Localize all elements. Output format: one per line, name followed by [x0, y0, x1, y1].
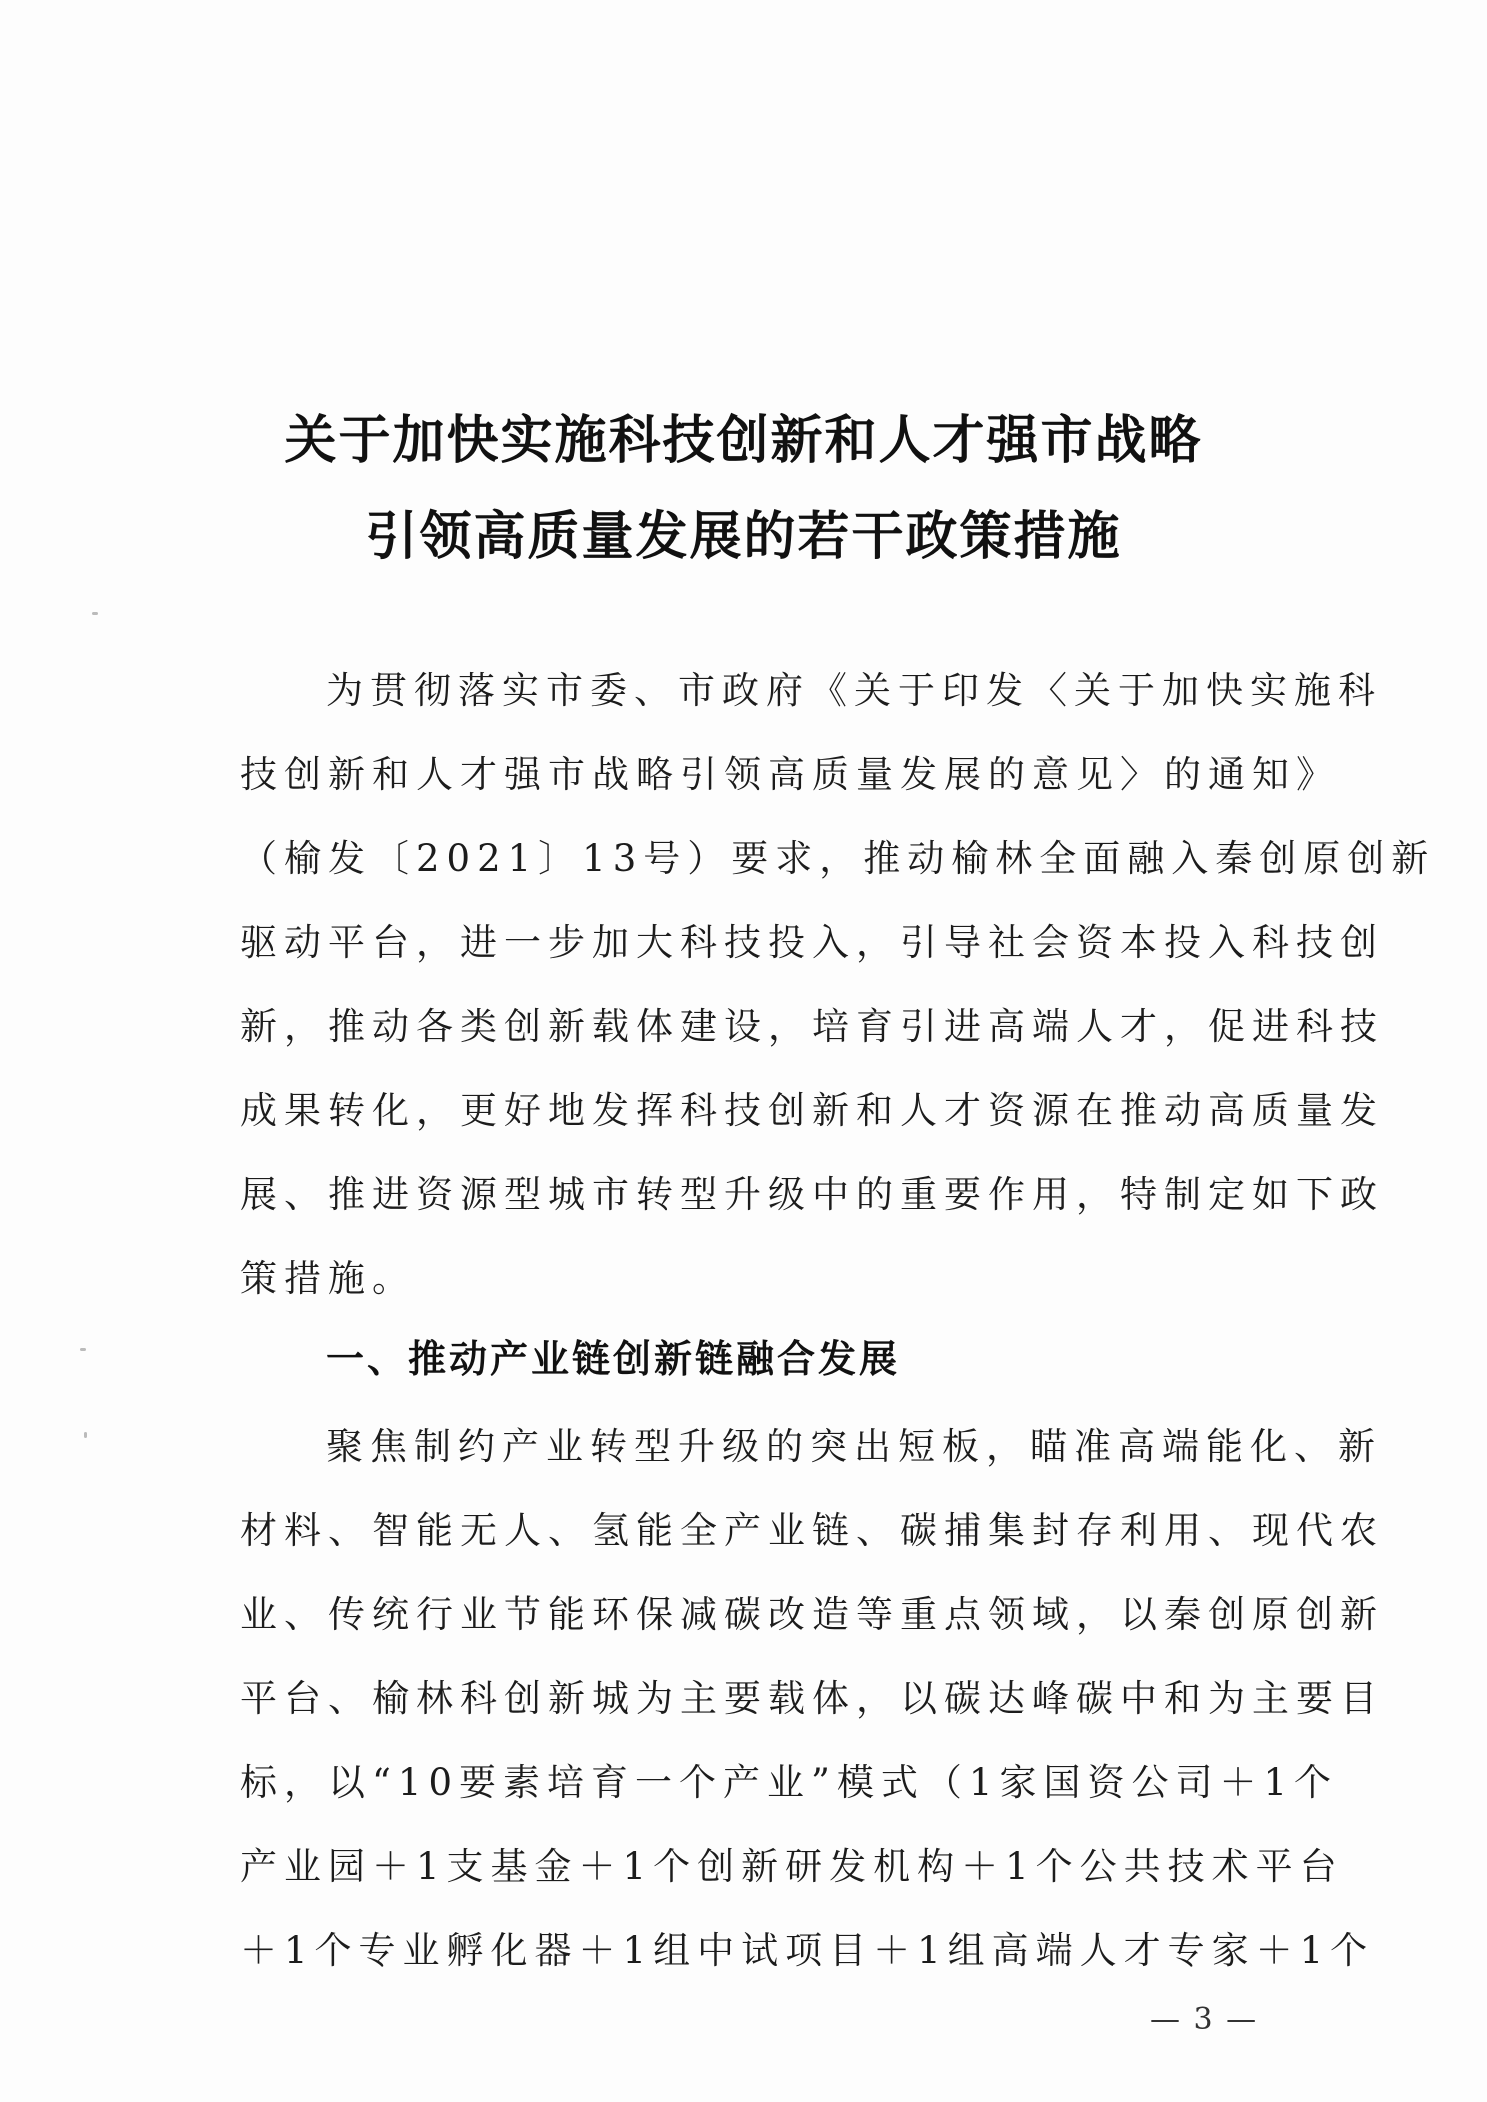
intro-line-7: 展、推进资源型城市转型升级中的重要作用，特制定如下政: [240, 1173, 1384, 1216]
intro-line-3: （榆发〔2021〕13号）要求，推动榆林全面融入秦创原创新: [240, 837, 1436, 880]
intro-line-4: 驱动平台，进一步加大科技投入，引导社会资本投入科技创: [240, 921, 1384, 964]
section-1-line-1: 聚焦制约产业转型升级的突出短板，瞄准高端能化、新: [326, 1425, 1382, 1468]
page-number: — 3 —: [1150, 2002, 1259, 2037]
intro-line-8: 策措施。: [240, 1257, 416, 1300]
document-title-line-2: 引领高质量发展的若干政策措施: [365, 506, 1122, 567]
section-1-line-2: 材料、智能无人、氢能全产业链、碳捕集封存利用、现代农: [240, 1509, 1384, 1552]
section-1-line-6: 产业园＋1支基金＋1个创新研发机构＋1个公共技术平台: [240, 1845, 1344, 1888]
scan-speck: [84, 1432, 87, 1438]
scan-speck: [92, 612, 98, 615]
intro-line-5: 新，推动各类创新载体建设，培育引进高端人才，促进科技: [240, 1005, 1384, 1048]
section-1-line-3: 业、传统行业节能环保减碳改造等重点领域，以秦创原创新: [240, 1593, 1384, 1636]
intro-line-1: 为贯彻落实市委、市政府《关于印发〈关于加快实施科: [326, 669, 1382, 712]
section-1-line-5: 标，以“10要素培育一个产业”模式（1家国资公司＋1个: [240, 1761, 1338, 1804]
intro-line-2: 技创新和人才强市战略引领高质量发展的意见〉的通知》: [240, 753, 1340, 796]
section-1-line-4: 平台、榆林科创新城为主要载体，以碳达峰碳中和为主要目: [240, 1677, 1384, 1720]
document-title-line-1: 关于加快实施科技创新和人才强市战略: [284, 410, 1203, 471]
section-1-heading: 一、推动产业链创新链融合发展: [326, 1337, 901, 1381]
intro-line-6: 成果转化，更好地发挥科技创新和人才资源在推动高质量发: [240, 1089, 1384, 1132]
section-1-line-7: ＋1个专业孵化器＋1组中试项目＋1组高端人才专家＋1个: [240, 1929, 1375, 1972]
scan-speck: [80, 1348, 86, 1351]
